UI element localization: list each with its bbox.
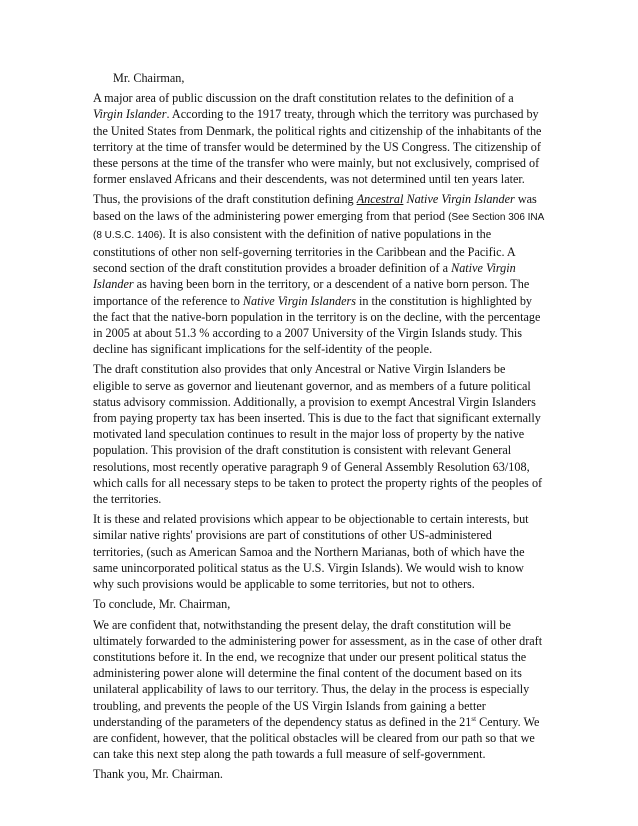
p6-text-a: We are confident that, notwithstanding the present delay, the draft constitution will be ultimately forwarded to the administering power for assessment, as in the case of other draft constitutions before it. In the end, we recognize that under our present political status the administering power alone will determine the final content of the document based on its unilateral applicability of laws to our territory. Thus, the delay in the process is especially troubling, and prevents the people of the US Virgin Islands from gaining a better understanding of the parameters of the dependency status as defined in the 21: [93, 617, 543, 729]
paragraph-confidence: [93, 617, 545, 763]
paragraph-treaty: [93, 90, 545, 187]
p2-text-f: . It is also consistent with the definition of native populations in the constitutions of other non self-governing territories in the Caribbean and the Pacific. A second section of the draft constitution provides a broader definition of a: [93, 226, 516, 276]
p2-native-virgin-islanders: Native Virgin Islanders: [242, 293, 356, 308]
p6-superscript: st: [471, 714, 477, 723]
salutation: Mr. Chairman,: [113, 71, 185, 85]
p6-text-b: Century. We are confident, however, that the political obstacles will be cleared from our path so that we can take this next step along the path towards a full measure of self-government.: [93, 714, 540, 762]
document-page: [93, 70, 545, 787]
paragraph-ancestral: [93, 191, 545, 357]
p2-text-a: Thus, the provisions of the draft constitution defining: [93, 192, 354, 207]
p2-text-h: as having been born in the territory, or a descendent of a native born person. The importance of the reference to: [93, 277, 530, 308]
p2-ancestral: Ancestral: [356, 192, 404, 207]
p2-citation: (See Section 306 INA (8 U.S.C. 1406): [93, 211, 544, 241]
p1-virgin-islander: Virgin Islander: [93, 107, 167, 122]
p1-text-a: A major area of public discussion on the draft constitution relates to the definition of a: [93, 91, 514, 106]
p2-native-virgin-islander: Native Virgin Islander: [406, 192, 515, 207]
p2-text-j: in the constitution is highlighted by the fact that the native-born population in the territory is on the decline, with the percentage in 2005 at about 51.3 % according to a 2007 University of the Virgin Islands study. This decline has significant implications for the self-identity of the people.: [93, 293, 541, 357]
p1-text-c: . According to the 1917 treaty, through which the territory was purchased by the United States from Denmark, the political rights and citizenship of the inhabitants of the territory at the time of transfer would be determined by the US Congress. The citizenship of these persons at the time of the transfer who were mainly, but not exclusively, comprised of former enslaved Africans and their descendents, was not determined until ten years later.: [93, 107, 542, 187]
closing-thanks: Thank you, Mr. Chairman.: [93, 767, 223, 782]
paragraph-conclude: To conclude, Mr. Chairman,: [93, 597, 231, 612]
p2-native-virgin-islander-2: Native Virgin Islander: [93, 261, 516, 292]
p2-text-d: was based on the laws of the administering power emerging from that period: [93, 192, 537, 223]
paragraph-objections: It is these and related provisions which appear to be objectionable to certain interests, but similar native rights' provisions are part of constitutions of other US-administered territories, (such as American Samoa and the Northern Marianas, both of which have the same unincorporated political status as the U.S. Virgin Islands). We would wish to know why such provisions would be applicable to some territories, but not to others.: [93, 512, 529, 592]
paragraph-eligibility: The draft constitution also provides that only Ancestral or Native Virgin Islanders be eligible to serve as governor and lieutenant governor, and as members of a future political status advisory commission. Additionally, a provision to exempt Ancestral Virgin Islanders from paying property tax has been inserted. This is due to the fact that significant externally motivated land speculation continues to result in the major loss of property by the native population. This provision of the draft constitution is consistent with relevant General resolutions, most recently operative paragraph 9 of General Assembly Resolution 63/108, which calls for all necessary steps to be taken to protect the property rights of the peoples of the territories.: [93, 362, 543, 507]
